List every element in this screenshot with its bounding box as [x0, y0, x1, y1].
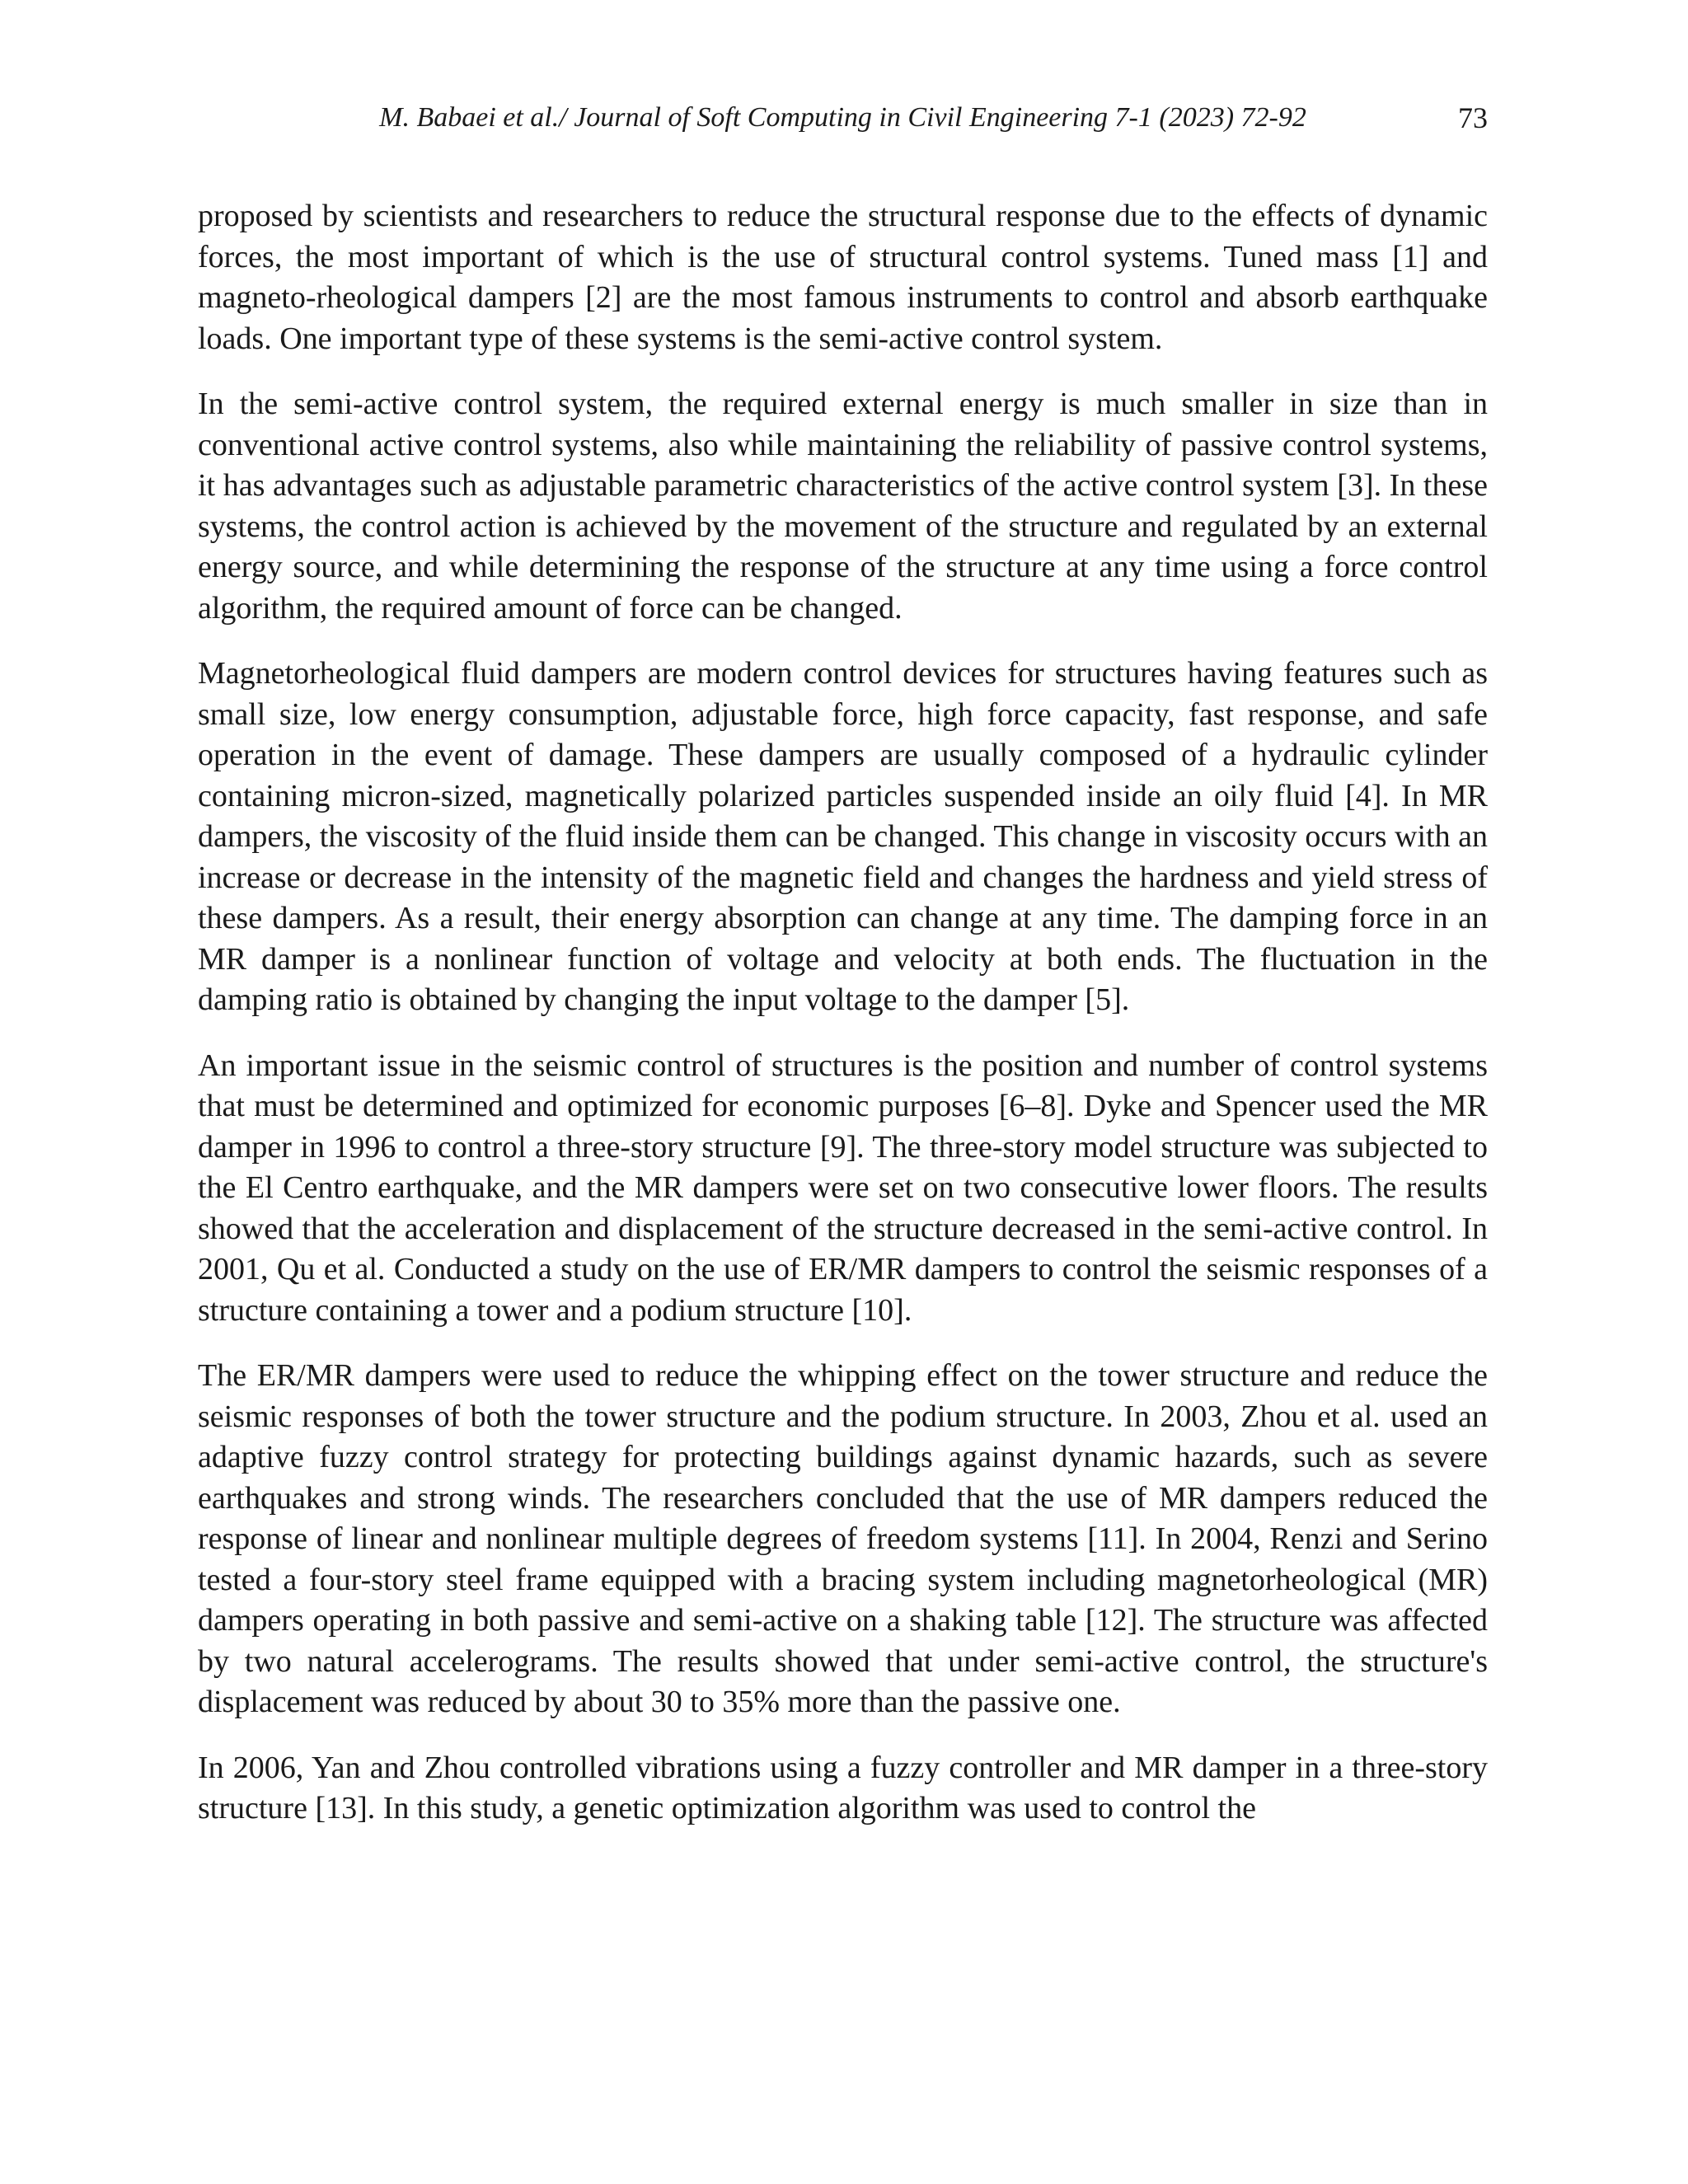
journal-citation: M. Babaei et al./ Journal of Soft Computing in Civil Engineering 7-1 (2023) 72-92 [379, 102, 1306, 133]
body-paragraph-3: Magnetorheological fluid dampers are modern control devices for structures having features such as small size, low energy consumption, adjustable force, high force capacity, fast response, and safe operation in the event of damage. These dampers are usually composed of a hydraulic cylinder containing micron-sized, magnetically polarized particles suspended inside an oily fluid [4]. In MR dampers, the viscosity of the fluid inside them can be changed. This change in viscosity occurs with an increase or decrease in the intensity of the magnetic field and changes the hardness and yield stress of these dampers. As a result, their energy absorption can change at any time. The damping force in an MR damper is a nonlinear function of voltage and velocity at both ends. The fluctuation in the damping ratio is obtained by changing the input voltage to the damper [5]. [198, 656, 1488, 1017]
body-paragraph-4: An important issue in the seismic control of structures is the position and number of control systems that must be determined and optimized for economic purposes [6–8]. Dyke and Spencer used the MR damper in 1996 to control a three-story structure [9]. The three-story model structure was subjected to the El Centro earthquake, and the MR dampers were set on two consecutive lower floors. The results showed that the acceleration and displacement of the structure decreased in the semi-active control. In 2001, Qu et al. Conducted a study on the use of ER/MR dampers to control the seismic responses of a structure containing a tower and a podium structure [10]. [198, 1047, 1488, 1328]
body-paragraph-6: In 2006, Yan and Zhou controlled vibrations using a fuzzy controller and MR damper in a three-story structure [13]. In this study, a genetic optimization algorithm was used to control the [198, 1750, 1488, 1825]
body-paragraph-2: In the semi-active control system, the required external energy is much smaller in size than in conventional active control systems, also while maintaining the reliability of passive control systems, it has advantages such as adjustable parametric characteristics of the active control system [3]. In these systems, the control action is achieved by the movement of the structure and regulated by an external energy source, and while determining the response of the structure at any time using a force control algorithm, the required amount of force can be changed. [198, 387, 1488, 626]
body-paragraph-1: proposed by scientists and researchers to reduce the structural response due to the effects of dynamic forces, the most important of which is the use of structural control systems. Tuned mass [1] and magneto-rheological dampers [2] are the most famous instruments to control and absorb earthquake loads. One important type of these systems is the semi-active control system. [198, 199, 1488, 356]
page-number: 73 [1458, 101, 1488, 134]
article-body [198, 196, 1488, 1854]
running-header [198, 97, 1488, 138]
body-paragraph-5: The ER/MR dampers were used to reduce the whipping effect on the tower structure and reduce the seismic responses of both the tower structure and the podium structure. In 2003, Zhou et al. used an adaptive fuzzy control strategy for protecting buildings against dynamic hazards, such as severe earthquakes and strong winds. The researchers concluded that the use of MR dampers reduced the response of linear and nonlinear multiple degrees of freedom systems [11]. In 2004, Renzi and Serino tested a four-story steel frame equipped with a bracing system including magnetorheological (MR) dampers operating in both passive and semi-active on a shaking table [12]. The structure was affected by two natural accelerograms. The results showed that under semi-active control, the structure's displacement was reduced by about 30 to 35% more than the passive one. [198, 1358, 1488, 1719]
